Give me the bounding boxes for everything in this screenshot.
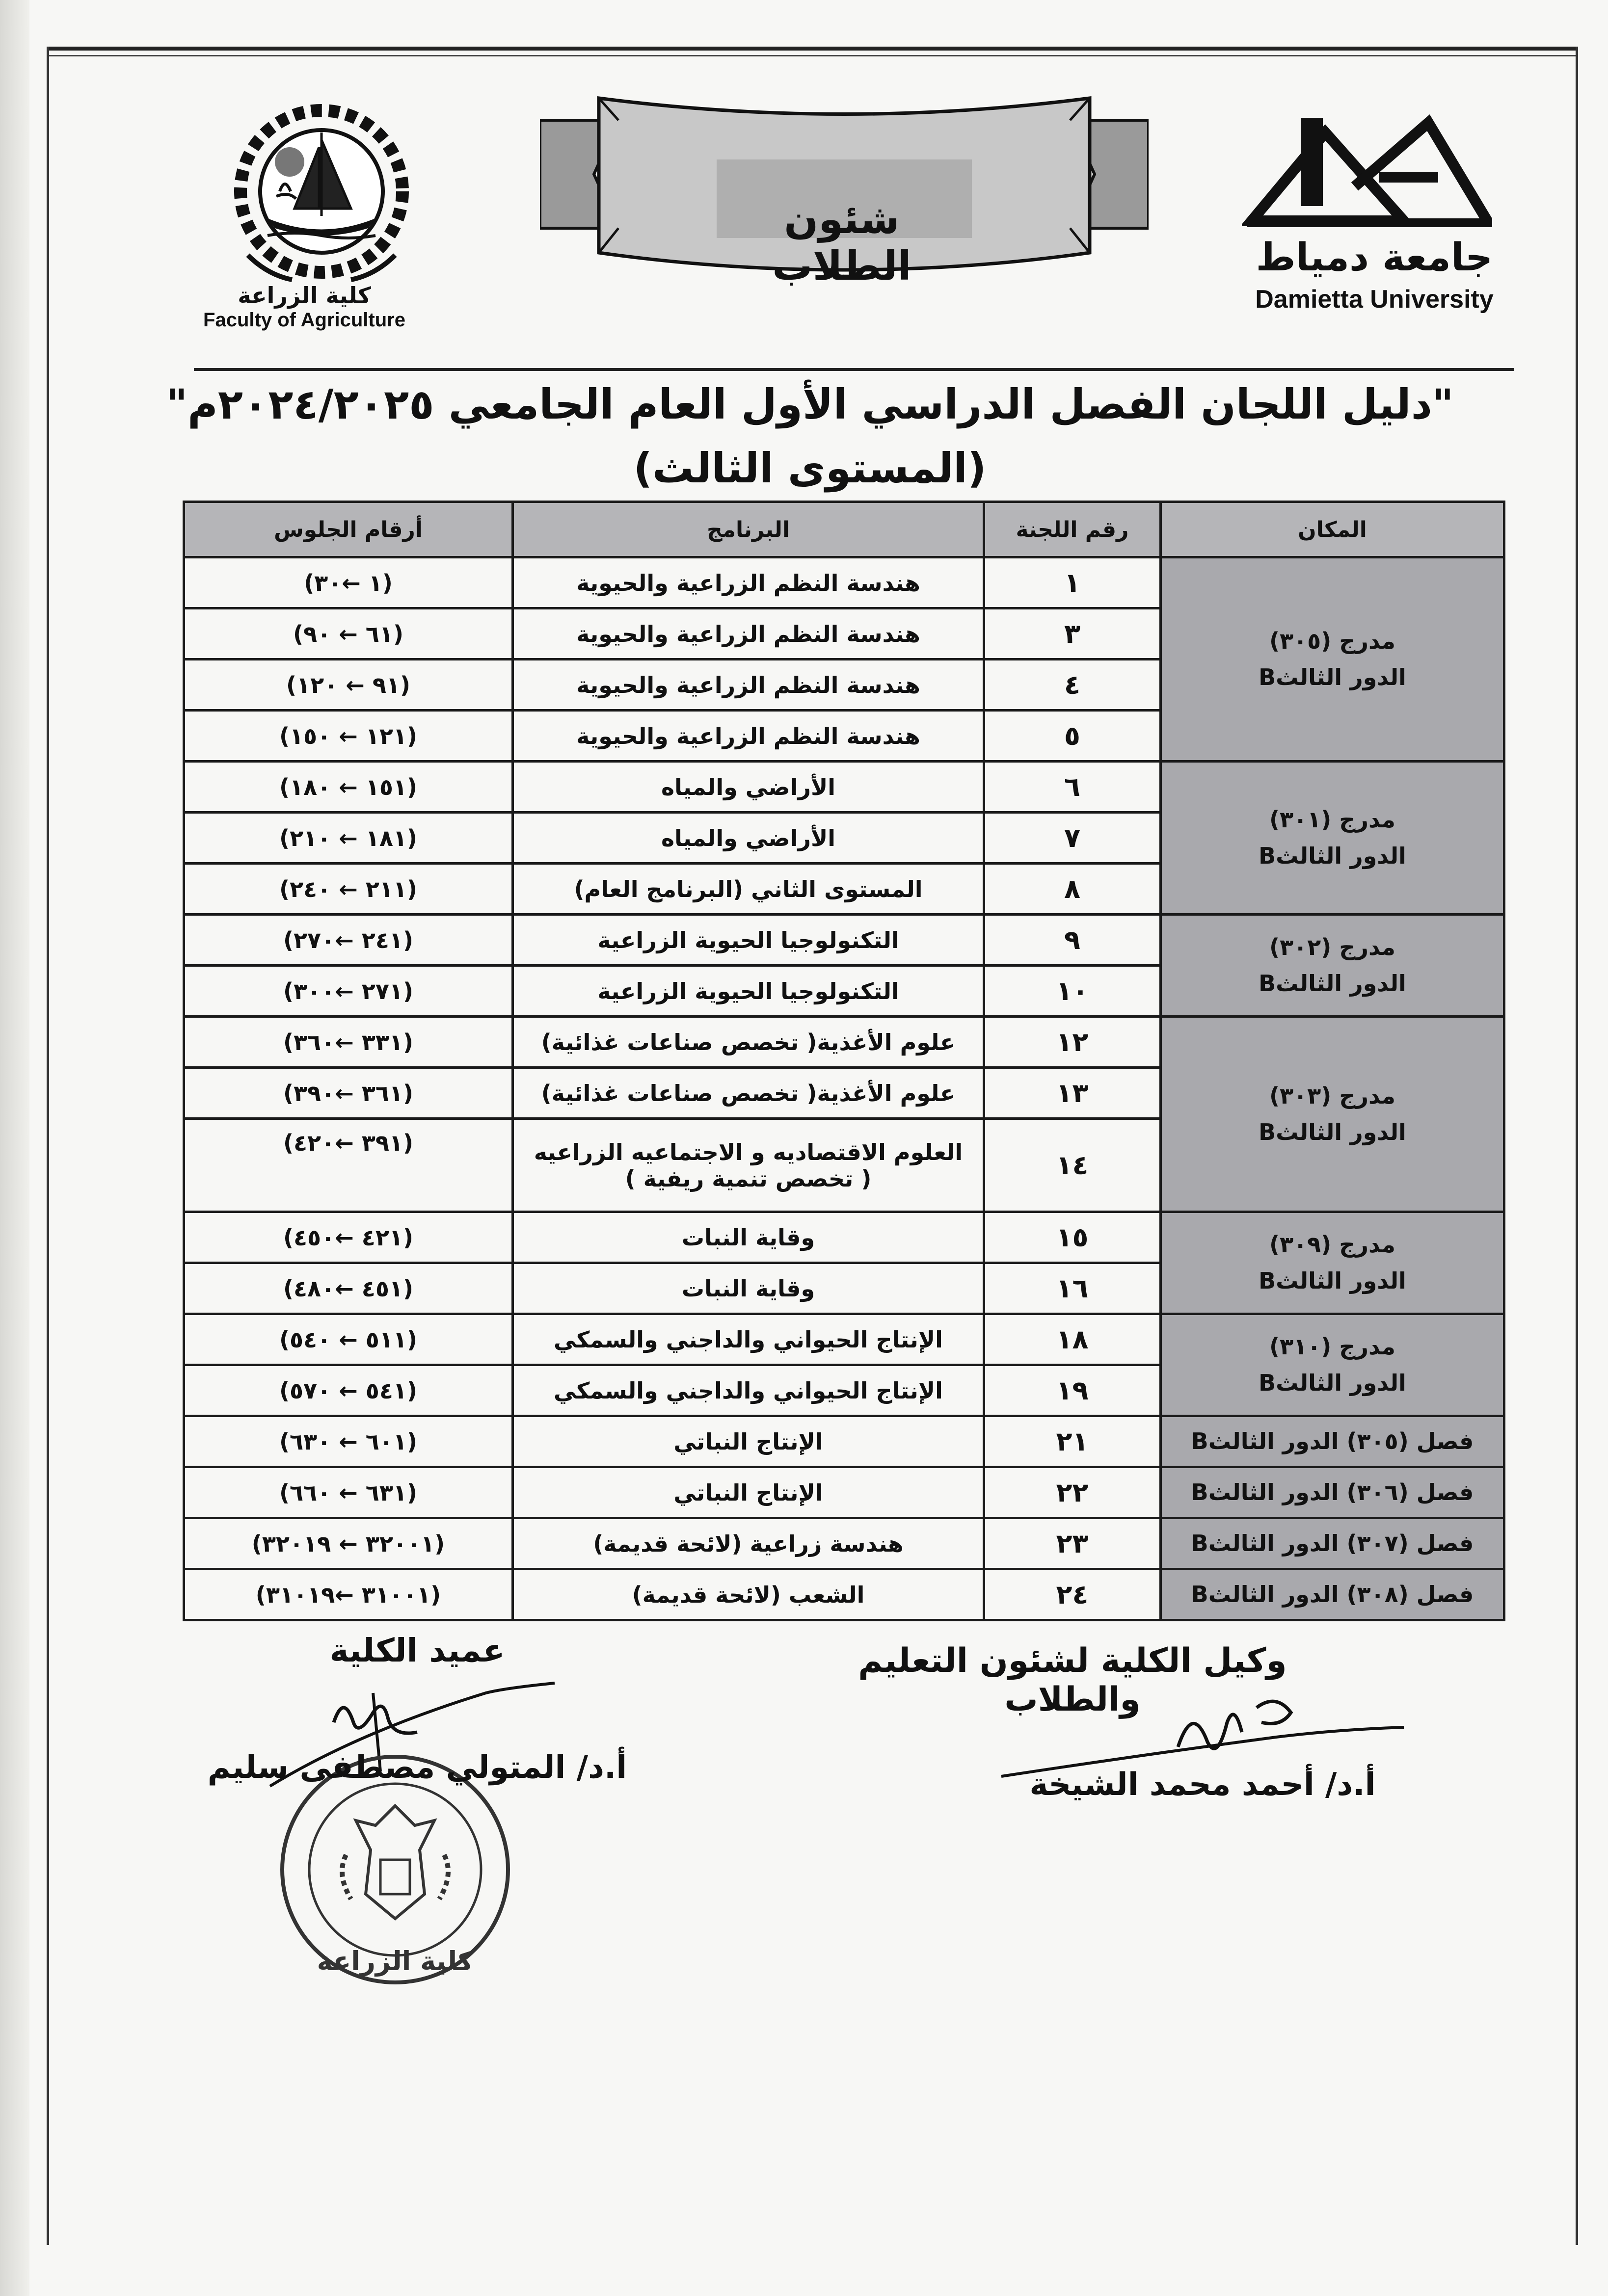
seat-range: (٢١١ ← ٢٤٠) [184, 864, 513, 915]
seat-range: (١ ←٣٠) [184, 557, 513, 608]
program-name: التكنولوجيا الحيوية الزراعية [513, 915, 984, 966]
program-name: علوم الأغذية( تخصص صناعات غذائية) [513, 1068, 984, 1119]
dean-title: عميد الكلية [329, 1632, 505, 1669]
committees-table [183, 501, 1505, 1621]
committee-number: ١٦ [984, 1263, 1161, 1314]
program-name: الإنتاج النباتي [513, 1416, 984, 1467]
seat-range: (٦٠١ ← ٦٣٠) [184, 1416, 513, 1467]
table-row [184, 1314, 1504, 1365]
committee-number: ٢٢ [984, 1467, 1161, 1518]
program-name: الإنتاج النباتي [513, 1467, 984, 1518]
committee-number: ١٨ [984, 1314, 1161, 1365]
table-row [184, 915, 1504, 966]
seat-range: (٣١٠٠١ ←٣١٠١٩) [184, 1569, 513, 1620]
program-name: الإنتاج الحيواني والداجني والسمكي [513, 1314, 984, 1365]
program-name: هندسة النظم الزراعية والحيوية [513, 711, 984, 762]
program-name: التكنولوجيا الحيوية الزراعية [513, 966, 984, 1017]
frame-border-top [47, 47, 1578, 51]
program-name: المستوى الثاني (البرنامج العام) [513, 864, 984, 915]
seat-range: (٤٢١ ←٤٥٠) [184, 1212, 513, 1263]
university-name-arabic: جامعة دمياط [1256, 236, 1493, 280]
place-line2: الدور الثالثB [1259, 970, 1406, 997]
table-row [184, 1017, 1504, 1068]
program-name: وقاية النبات [513, 1212, 984, 1263]
place-line1: مدرج (٣٠١) [1269, 806, 1395, 833]
committee-number: ١٠ [984, 966, 1161, 1017]
place-line1: مدرج (٣٠٩) [1269, 1231, 1395, 1258]
place-line2: الدور الثالثB [1259, 1267, 1406, 1294]
place-cell [1161, 1314, 1504, 1416]
committee-number: ٢١ [984, 1416, 1161, 1467]
vice-dean-name: أ.د/ أحمد محمد الشيخة [1029, 1767, 1376, 1803]
program-name: الشعب (لائحة قديمة) [513, 1569, 984, 1620]
program-name [513, 1119, 984, 1212]
seat-range: (٦٣١ ← ٦٦٠) [184, 1467, 513, 1518]
program-line2: ( تخصص تنمية ريفية ) [625, 1165, 872, 1192]
banner-title: شئون الطلاب [772, 196, 911, 290]
committee-number: ٥ [984, 711, 1161, 762]
scan-edge [0, 0, 29, 2296]
place-line2: الدور الثالثB [1259, 842, 1406, 869]
faculty-name-arabic: كلية الزراعة [238, 282, 371, 309]
program-line1: العلوم الاقتصاديه و الاجتماعيه الزراعيه [534, 1138, 963, 1165]
table-row [184, 557, 1504, 608]
column-header-program: البرنامج [513, 502, 984, 557]
faculty-name-english: Faculty of Agriculture [203, 309, 405, 331]
column-header-committee: رقم اللجنة [984, 502, 1161, 557]
table-row [184, 1212, 1504, 1263]
committee-number: ٨ [984, 864, 1161, 915]
place-cell [1161, 762, 1504, 915]
column-header-place: المكان [1161, 502, 1504, 557]
seat-range: (٣٢٠٠١ ← ٣٢٠١٩) [184, 1518, 513, 1569]
program-name: علوم الأغذية( تخصص صناعات غذائية) [513, 1017, 984, 1068]
committee-number: ١ [984, 557, 1161, 608]
committee-number: ٧ [984, 813, 1161, 864]
place-cell [1161, 1017, 1504, 1212]
program-name: الأراضي والمياه [513, 762, 984, 813]
committee-number: ١٢ [984, 1017, 1161, 1068]
committee-number: ١٤ [984, 1119, 1161, 1212]
table-row [184, 1518, 1504, 1569]
committee-number: ٤ [984, 660, 1161, 711]
frame-border-left [47, 47, 49, 2245]
document-subtitle: (المستوى الثالث) [633, 444, 987, 492]
program-name: الإنتاج الحيواني والداجني والسمكي [513, 1365, 984, 1416]
program-name: الأراضي والمياه [513, 813, 984, 864]
place-cell [1161, 557, 1504, 762]
table-row [184, 1467, 1504, 1518]
program-name: هندسة زراعية (لائحة قديمة) [513, 1518, 984, 1569]
frame-border-top-inner [47, 55, 1578, 56]
place-cell [1161, 915, 1504, 1017]
table-row [184, 1569, 1504, 1620]
program-name: هندسة النظم الزراعية والحيوية [513, 608, 984, 660]
seat-range: (٥١١ ← ٥٤٠) [184, 1314, 513, 1365]
seat-range: (٤٥١ ←٤٨٠) [184, 1263, 513, 1314]
place-line2: الدور الثالثB [1259, 663, 1406, 690]
committee-number: ٣ [984, 608, 1161, 660]
column-header-seats: أرقام الجلوس [184, 502, 513, 557]
seat-range: (١٥١ ← ١٨٠) [184, 762, 513, 813]
seat-range: (١٨١ ← ٢١٠) [184, 813, 513, 864]
header-divider [194, 368, 1514, 371]
program-name: هندسة النظم الزراعية والحيوية [513, 660, 984, 711]
place-cell: فصل (٣٠٧) الدور الثالثB [1161, 1518, 1504, 1569]
place-line1: مدرج (٣٠٢) [1269, 933, 1395, 960]
committee-number: ٩ [984, 915, 1161, 966]
place-line1: مدرج (٣١٠) [1269, 1333, 1395, 1360]
table-row [184, 1416, 1504, 1467]
seat-range: (٢٧١ ←٣٠٠) [184, 966, 513, 1017]
seat-range: (٥٤١ ← ٥٧٠) [184, 1365, 513, 1416]
committee-number: ١٥ [984, 1212, 1161, 1263]
place-line2: الدور الثالثB [1259, 1118, 1406, 1145]
seat-range: (٣٩١ ←٤٢٠) [184, 1119, 513, 1212]
seat-range: (٩١ ← ١٢٠) [184, 660, 513, 711]
program-name: وقاية النبات [513, 1263, 984, 1314]
committee-number: ٢٣ [984, 1518, 1161, 1569]
seat-range: (٣٦١ ←٣٩٠) [184, 1068, 513, 1119]
frame-border-right [1576, 47, 1578, 2245]
university-name-english: Damietta University [1255, 285, 1494, 314]
vice-dean-title: وكيل الكلية لشئون التعليم والطلاب [858, 1641, 1287, 1719]
place-cell: فصل (٣٠٨) الدور الثالثB [1161, 1569, 1504, 1620]
place-cell [1161, 1212, 1504, 1314]
committee-number: ١٩ [984, 1365, 1161, 1416]
dean-name: أ.د/ المتولي مصطفى سليم [207, 1749, 627, 1786]
seat-range: (١٢١ ← ١٥٠) [184, 711, 513, 762]
table-row [184, 762, 1504, 813]
seat-range: (٢٤١ ←٢٧٠) [184, 915, 513, 966]
committee-number: ٦ [984, 762, 1161, 813]
place-line1: مدرج (٣٠٣) [1269, 1082, 1395, 1109]
seat-range: (٦١ ← ٩٠) [184, 608, 513, 660]
place-cell: فصل (٣٠٥) الدور الثالثB [1161, 1416, 1504, 1467]
place-line1: مدرج (٣٠٥) [1269, 627, 1395, 654]
committee-number: ٢٤ [984, 1569, 1161, 1620]
place-line2: الدور الثالثB [1259, 1369, 1406, 1396]
seal-text: كلية الزراعة [317, 1946, 474, 1977]
document-title: "دليل اللجان الفصل الدراسي الأول العام الجامعي ٢٠٢٤/٢٠٢٥م" [166, 380, 1454, 428]
seat-range: (٣٣١ ←٣٦٠) [184, 1017, 513, 1068]
program-name: هندسة النظم الزراعية والحيوية [513, 557, 984, 608]
committee-number: ١٣ [984, 1068, 1161, 1119]
place-cell: فصل (٣٠٦) الدور الثالثB [1161, 1467, 1504, 1518]
table-header-row [184, 502, 1504, 557]
